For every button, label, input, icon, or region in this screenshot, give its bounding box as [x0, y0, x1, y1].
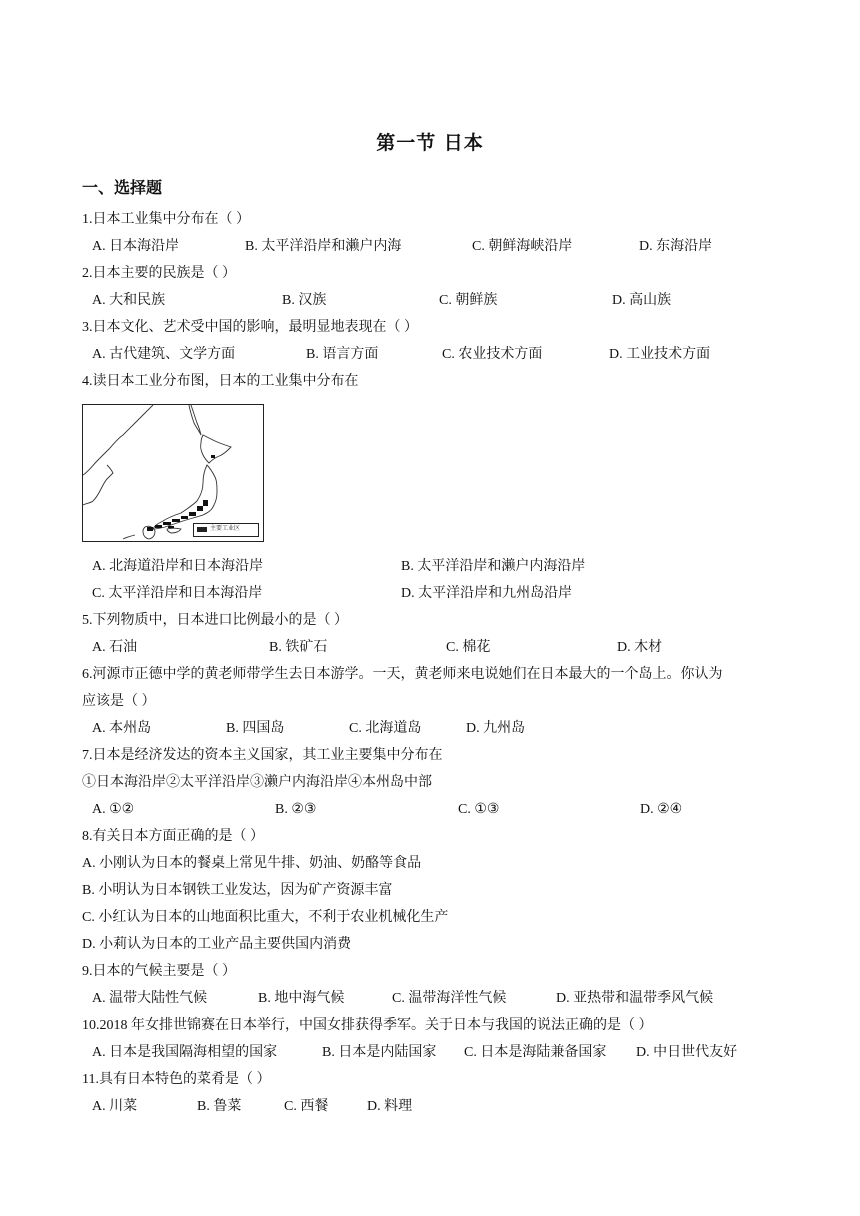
question-2-stem: 2.日本主要的民族是（ ） [82, 266, 236, 281]
q7-option-c: C. ①③ [458, 802, 500, 817]
question-11-stem: 11.具有日本特色的菜肴是（ ） [82, 1072, 271, 1087]
q3-option-b: B. 语言方面 [306, 347, 379, 362]
q9-option-d: D. 亚热带和温带季风气候 [556, 991, 714, 1006]
q6-option-c: C. 北海道岛 [349, 721, 422, 736]
industrial-zone-marks [147, 455, 215, 531]
q3-option-c: C. 农业技术方面 [442, 347, 543, 362]
q1-option-c: C. 朝鲜海峡沿岸 [472, 239, 573, 254]
q7-option-a: A. ①② [92, 802, 135, 817]
q3-option-d: D. 工业技术方面 [609, 347, 711, 362]
q9-option-a: A. 温带大陆性气候 [92, 991, 208, 1006]
question-1-stem: 1.日本工业集中分布在（ ） [82, 212, 250, 227]
q4-option-a: A. 北海道沿岸和日本海沿岸 [92, 559, 264, 574]
q2-option-a: A. 大和民族 [92, 293, 166, 308]
q11-option-c: C. 西餐 [284, 1099, 329, 1114]
q10-option-a: A. 日本是我国隔海相望的国家 [92, 1045, 278, 1060]
q7-option-b: B. ②③ [275, 802, 317, 817]
q8-option-a: A. 小刚认为日本的餐桌上常见牛排、奶油、奶酪等食品 [82, 856, 422, 871]
q6-option-b: B. 四国岛 [226, 721, 285, 736]
question-9-stem: 9.日本的气候主要是（ ） [82, 964, 236, 979]
q5-option-d: D. 木材 [617, 640, 663, 655]
q9-option-b: B. 地中海气候 [258, 991, 345, 1006]
q10-option-b: B. 日本是内陆国家 [322, 1045, 437, 1060]
question-8-stem: 8.有关日本方面正确的是（ ） [82, 829, 264, 844]
japan-industry-map [82, 404, 264, 542]
question-7-stem-line2: ①日本海沿岸②太平洋沿岸③濑户内海沿岸④本州岛中部 [82, 775, 432, 790]
q5-option-a: A. 石油 [92, 640, 138, 655]
question-6-stem-line2: 应该是（ ） [82, 694, 156, 709]
q11-option-d: D. 料理 [367, 1099, 413, 1114]
q10-option-d: D. 中日世代友好 [636, 1045, 738, 1060]
q5-option-b: B. 铁矿石 [269, 640, 328, 655]
q6-option-d: D. 九州岛 [466, 721, 526, 736]
q3-option-a: A. 古代建筑、文学方面 [92, 347, 236, 362]
question-4-stem: 4.读日本工业分布图，日本的工业集中分布在 [82, 374, 359, 389]
page-title: 第一节 日本 [376, 132, 484, 154]
q6-option-a: A. 本州岛 [92, 721, 152, 736]
question-3-stem: 3.日本文化、艺术受中国的影响，最明显地表现在（ ） [82, 320, 418, 335]
q8-option-c: C. 小红认为日本的山地面积比重大，不利于农业机械化生产 [82, 910, 449, 925]
section-heading: 一、选择题 [82, 178, 163, 197]
q4-option-c: C. 太平洋沿岸和日本海沿岸 [92, 586, 263, 601]
japan-map-drawing [83, 405, 262, 540]
q11-option-b: B. 鲁菜 [197, 1099, 242, 1114]
q9-option-c: C. 温带海洋性气候 [392, 991, 507, 1006]
question-7-stem-line1: 7.日本是经济发达的资本主义国家，其工业主要集中分布在 [82, 748, 443, 763]
q8-option-d: D. 小莉认为日本的工业产品主要供国内消费 [82, 937, 352, 952]
question-6-stem-line1: 6.河源市正德中学的黄老师带学生去日本游学。一天，黄老师来电说她们在日本最大的一个岛上。你认为 [82, 667, 723, 682]
question-5-stem: 5.下列物质中，日本进口比例最小的是（ ） [82, 613, 348, 628]
q4-option-d: D. 太平洋沿岸和九州岛沿岸 [401, 586, 573, 601]
q1-option-d: D. 东海沿岸 [639, 239, 713, 254]
q10-option-c: C. 日本是海陆兼备国家 [464, 1045, 607, 1060]
q2-option-d: D. 高山族 [612, 293, 672, 308]
legend-label: 主要工业区 [210, 526, 241, 532]
q1-option-a: A. 日本海沿岸 [92, 239, 180, 254]
question-10-stem: 10.2018 年女排世锦赛在日本举行，中国女排获得季军。关于日本与我国的说法正确的是（ ） [82, 1018, 653, 1033]
q11-option-a: A. 川菜 [92, 1099, 138, 1114]
legend-swatch [197, 527, 207, 532]
q2-option-b: B. 汉族 [282, 293, 327, 308]
q2-option-c: C. 朝鲜族 [439, 293, 498, 308]
q5-option-c: C. 棉花 [446, 640, 491, 655]
q7-option-d: D. ②④ [640, 802, 683, 817]
q8-option-b: B. 小明认为日本钢铁工业发达，因为矿产资源丰富 [82, 883, 393, 898]
q1-option-b: B. 太平洋沿岸和濑户内海 [245, 239, 402, 254]
q4-option-b: B. 太平洋沿岸和濑户内海沿岸 [401, 559, 586, 574]
map-legend [193, 523, 259, 537]
